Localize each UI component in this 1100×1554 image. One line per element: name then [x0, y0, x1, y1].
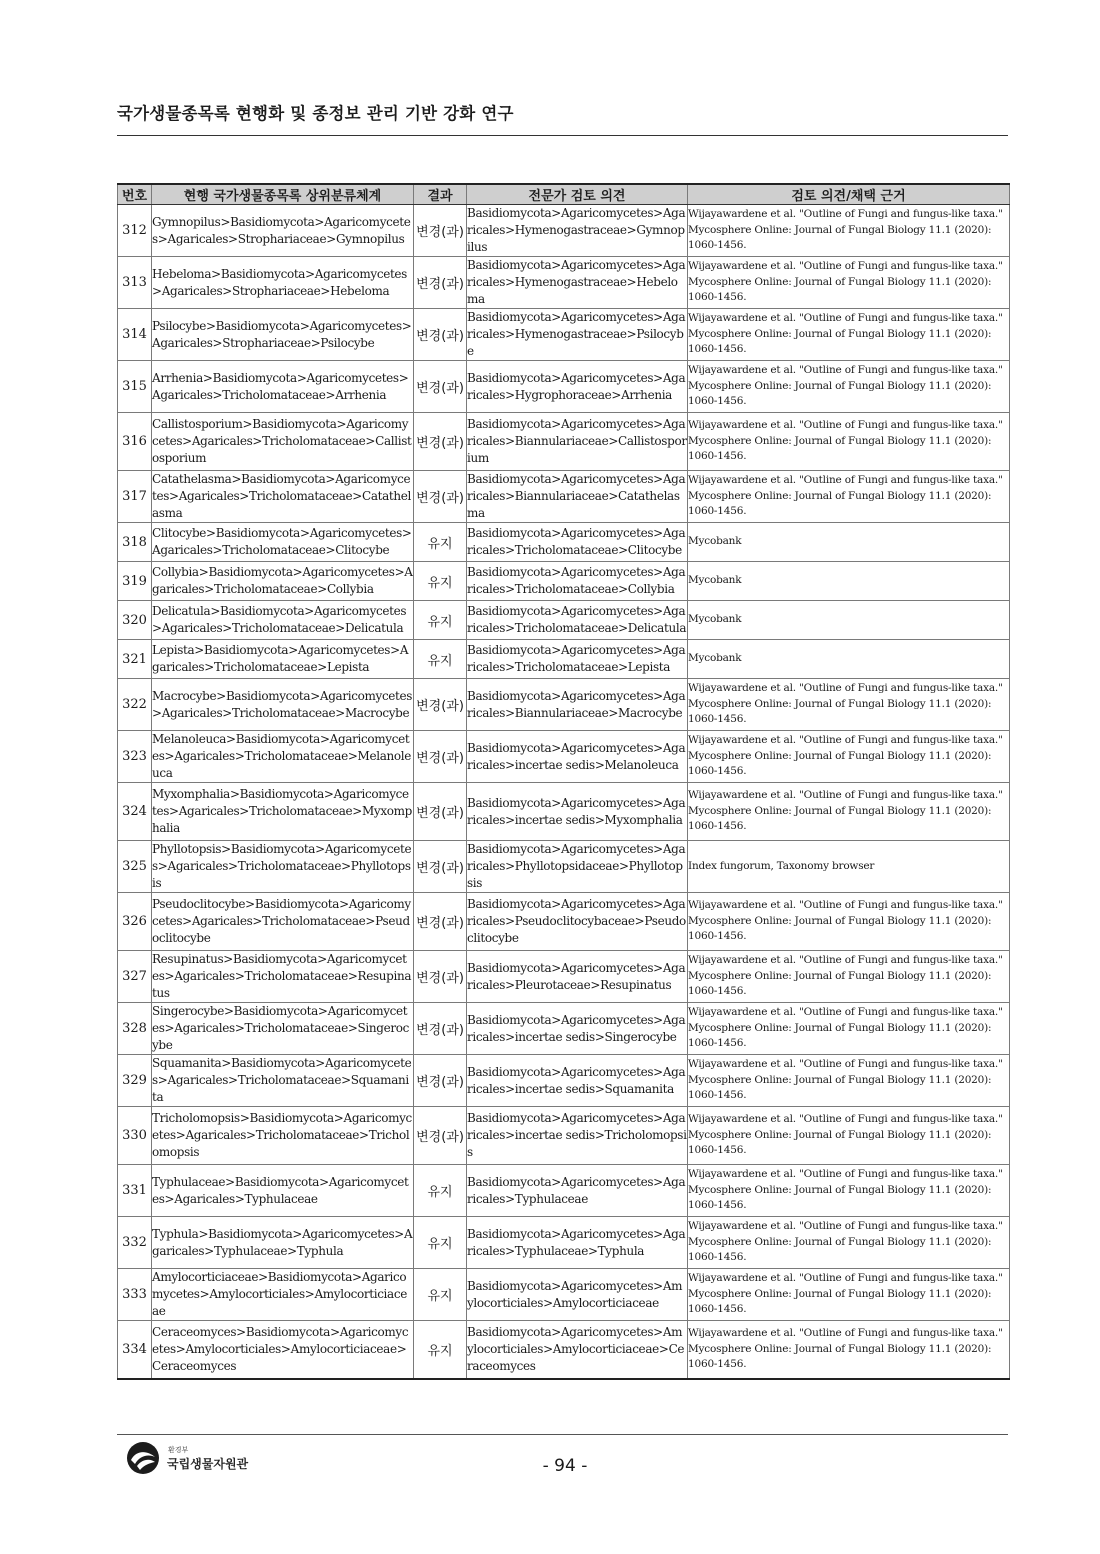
- review-result: 변경(과): [414, 783, 467, 841]
- table-row: [118, 640, 1010, 679]
- table-row: [118, 1217, 1010, 1269]
- review-result: 변경(과): [414, 361, 467, 413]
- current-classification: Delicatula>Basidiomycota>Agaricomycetes>Agaricales>Tricholomataceae>Delicatula: [152, 601, 414, 640]
- review-basis: Wijayawardene et al. "Outline of Fungi and fungus-like taxa." Mycosphere Online: Journal of Fungal Biology 11.1 (2020): 1060-1456.: [688, 1217, 1010, 1269]
- expert-opinion: Basidiomycota>Agaricomycetes>Agaricales>Tricholomataceae>Clitocybe: [467, 523, 688, 562]
- current-classification: Typhula>Basidiomycota>Agaricomycetes>Agaricales>Typhulaceae>Typhula: [152, 1217, 414, 1269]
- review-result: 유지: [414, 640, 467, 679]
- current-classification: Melanoleuca>Basidiomycota>Agaricomycetes>Agaricales>Tricholomataceae>Melanoleuca: [152, 731, 414, 783]
- expert-opinion: Basidiomycota>Agaricomycetes>Agaricales>Tricholomataceae>Delicatula: [467, 601, 688, 640]
- review-result: 변경(과): [414, 257, 467, 309]
- current-classification: Macrocybe>Basidiomycota>Agaricomycetes>Agaricales>Tricholomataceae>Macrocybe: [152, 679, 414, 731]
- review-result: 변경(과): [414, 205, 467, 257]
- review-basis: Wijayawardene et al. "Outline of Fungi and fungus-like taxa." Mycosphere Online: Journal of Fungal Biology 11.1 (2020): 1060-1456.: [688, 1003, 1010, 1055]
- current-classification: Catathelasma>Basidiomycota>Agaricomycetes>Agaricales>Tricholomataceae>Catathelasma: [152, 471, 414, 523]
- current-classification: Phyllotopsis>Basidiomycota>Agaricomycetes>Agaricales>Tricholomataceae>Phyllotopsis: [152, 841, 414, 893]
- table-row: [118, 841, 1010, 893]
- expert-opinion: Basidiomycota>Agaricomycetes>Agaricales>incertae sedis>Tricholomopsis: [467, 1107, 688, 1165]
- expert-opinion: Basidiomycota>Agaricomycetes>Agaricales>Pseudoclitocybaceae>Pseudoclitocybe: [467, 893, 688, 951]
- row-number: 320: [118, 601, 152, 640]
- row-number: 312: [118, 205, 152, 257]
- review-result: 유지: [414, 601, 467, 640]
- expert-opinion: Basidiomycota>Agaricomycetes>Agaricales>Pleurotaceae>Resupinatus: [467, 951, 688, 1003]
- review-basis: Wijayawardene et al. "Outline of Fungi and fungus-like taxa." Mycosphere Online: Journal of Fungal Biology 11.1 (2020): 1060-1456.: [688, 893, 1010, 951]
- review-basis: Wijayawardene et al. "Outline of Fungi and fungus-like taxa." Mycosphere Online: Journal of Fungal Biology 11.1 (2020): 1060-1456.: [688, 309, 1010, 361]
- review-basis: Wijayawardene et al. "Outline of Fungi and fungus-like taxa." Mycosphere Online: Journal of Fungal Biology 11.1 (2020): 1060-1456.: [688, 1165, 1010, 1217]
- row-number: 316: [118, 413, 152, 471]
- column-header-current-classification: 현행 국가생물종목록 상위분류체계: [152, 184, 414, 205]
- row-number: 326: [118, 893, 152, 951]
- expert-opinion: Basidiomycota>Agaricomycetes>Amylocorticiales>Amylocorticiaceae: [467, 1269, 688, 1321]
- table-row: [118, 1003, 1010, 1055]
- row-number: 330: [118, 1107, 152, 1165]
- table-row: [118, 523, 1010, 562]
- row-number: 331: [118, 1165, 152, 1217]
- current-classification: Myxomphalia>Basidiomycota>Agaricomycetes>Agaricales>Tricholomataceae>Myxomphalia: [152, 783, 414, 841]
- table-row: [118, 731, 1010, 783]
- table-row: [118, 1321, 1010, 1379]
- expert-opinion: Basidiomycota>Agaricomycetes>Agaricales>incertae sedis>Squamanita: [467, 1055, 688, 1107]
- review-result: 변경(과): [414, 841, 467, 893]
- row-number: 314: [118, 309, 152, 361]
- review-result: 변경(과): [414, 309, 467, 361]
- table-body: [118, 205, 1010, 1379]
- review-result: 변경(과): [414, 1055, 467, 1107]
- column-header-number: 번호: [118, 184, 152, 205]
- current-classification: Collybia>Basidiomycota>Agaricomycetes>Agaricales>Tricholomataceae>Collybia: [152, 562, 414, 601]
- review-result: 유지: [414, 1321, 467, 1379]
- review-result: 유지: [414, 1165, 467, 1217]
- taxonomy-review-table: [117, 183, 1010, 1380]
- review-basis: Wijayawardene et al. "Outline of Fungi and fungus-like taxa." Mycosphere Online: Journal of Fungal Biology 11.1 (2020): 1060-1456.: [688, 783, 1010, 841]
- review-result: 유지: [414, 523, 467, 562]
- expert-opinion: Basidiomycota>Agaricomycetes>Agaricales>incertae sedis>Myxomphalia: [467, 783, 688, 841]
- expert-opinion: Basidiomycota>Agaricomycetes>Agaricales>Typhulaceae>Typhula: [467, 1217, 688, 1269]
- current-classification: Squamanita>Basidiomycota>Agaricomycetes>Agaricales>Tricholomataceae>Squamanita: [152, 1055, 414, 1107]
- review-result: 변경(과): [414, 471, 467, 523]
- table-row: [118, 1165, 1010, 1217]
- table-row: [118, 893, 1010, 951]
- expert-opinion: Basidiomycota>Agaricomycetes>Agaricales>Biannulariaceae>Catathelasma: [467, 471, 688, 523]
- review-result: 변경(과): [414, 413, 467, 471]
- column-header-expert-opinion: 전문가 검토 의견: [467, 184, 688, 205]
- current-classification: Clitocybe>Basidiomycota>Agaricomycetes>Agaricales>Tricholomataceae>Clitocybe: [152, 523, 414, 562]
- table-row: [118, 471, 1010, 523]
- row-number: 333: [118, 1269, 152, 1321]
- review-basis: Wijayawardene et al. "Outline of Fungi and fungus-like taxa." Mycosphere Online: Journal of Fungal Biology 11.1 (2020): 1060-1456.: [688, 361, 1010, 413]
- current-classification: Pseudoclitocybe>Basidiomycota>Agaricomycetes>Agaricales>Tricholomataceae>Pseudoclitocybe: [152, 893, 414, 951]
- current-classification: Tricholomopsis>Basidiomycota>Agaricomycetes>Agaricales>Tricholomataceae>Tricholomopsis: [152, 1107, 414, 1165]
- expert-opinion: Basidiomycota>Agaricomycetes>Agaricales>incertae sedis>Melanoleuca: [467, 731, 688, 783]
- review-basis: Wijayawardene et al. "Outline of Fungi and fungus-like taxa." Mycosphere Online: Journal of Fungal Biology 11.1 (2020): 1060-1456.: [688, 951, 1010, 1003]
- current-classification: Lepista>Basidiomycota>Agaricomycetes>Agaricales>Tricholomataceae>Lepista: [152, 640, 414, 679]
- current-classification: Ceraceomyces>Basidiomycota>Agaricomycetes>Amylocorticiales>Amylocorticiaceae>Ceraceomyces: [152, 1321, 414, 1379]
- review-basis: Mycobank: [688, 601, 1010, 640]
- page-header-title: 국가생물종목록 현행화 및 종정보 관리 기반 강화 연구: [117, 104, 514, 123]
- table-row: [118, 1055, 1010, 1107]
- column-header-result: 결과: [414, 184, 467, 205]
- row-number: 324: [118, 783, 152, 841]
- ministry-label: 환경부: [168, 1446, 189, 1454]
- header-divider: [117, 135, 1008, 136]
- review-result: 변경(과): [414, 893, 467, 951]
- row-number: 328: [118, 1003, 152, 1055]
- current-classification: Hebeloma>Basidiomycota>Agaricomycetes>Agaricales>Strophariaceae>Hebeloma: [152, 257, 414, 309]
- footer-divider: [117, 1434, 1008, 1435]
- table-row: [118, 601, 1010, 640]
- row-number: 318: [118, 523, 152, 562]
- expert-opinion: Basidiomycota>Agaricomycetes>Agaricales>Hymenogastraceae>Gymnopilus: [467, 205, 688, 257]
- expert-opinion: Basidiomycota>Agaricomycetes>Agaricales>Tricholomataceae>Lepista: [467, 640, 688, 679]
- review-basis: Mycobank: [688, 562, 1010, 601]
- table-row: [118, 679, 1010, 731]
- expert-opinion: Basidiomycota>Agaricomycetes>Agaricales>Biannulariaceae>Callistosporium: [467, 413, 688, 471]
- row-number: 321: [118, 640, 152, 679]
- expert-opinion: Basidiomycota>Agaricomycetes>Agaricales>Biannulariaceae>Macrocybe: [467, 679, 688, 731]
- review-result: 변경(과): [414, 679, 467, 731]
- row-number: 319: [118, 562, 152, 601]
- review-result: 유지: [414, 1217, 467, 1269]
- review-result: 유지: [414, 1269, 467, 1321]
- row-number: 322: [118, 679, 152, 731]
- current-classification: Psilocybe>Basidiomycota>Agaricomycetes>Agaricales>Strophariaceae>Psilocybe: [152, 309, 414, 361]
- review-basis: Wijayawardene et al. "Outline of Fungi and fungus-like taxa." Mycosphere Online: Journal of Fungal Biology 11.1 (2020): 1060-1456.: [688, 1107, 1010, 1165]
- expert-opinion: Basidiomycota>Agaricomycetes>Agaricales>Hygrophoraceae>Arrhenia: [467, 361, 688, 413]
- row-number: 313: [118, 257, 152, 309]
- review-result: 변경(과): [414, 1003, 467, 1055]
- table-row: [118, 1269, 1010, 1321]
- review-basis: Wijayawardene et al. "Outline of Fungi and fungus-like taxa." Mycosphere Online: Journal of Fungal Biology 11.1 (2020): 1060-1456.: [688, 679, 1010, 731]
- table-row: [118, 361, 1010, 413]
- table-row: [118, 257, 1010, 309]
- table-row: [118, 951, 1010, 1003]
- table-row: [118, 205, 1010, 257]
- current-classification: Amylocorticiaceae>Basidiomycota>Agaricomycetes>Amylocorticiales>Amylocorticiaceae: [152, 1269, 414, 1321]
- review-basis: Wijayawardene et al. "Outline of Fungi and fungus-like taxa." Mycosphere Online: Journal of Fungal Biology 11.1 (2020): 1060-1456.: [688, 731, 1010, 783]
- nibr-logo-icon: [125, 1440, 161, 1476]
- review-basis: Mycobank: [688, 523, 1010, 562]
- organization-name: 국립생물자원관: [167, 1457, 249, 1471]
- expert-opinion: Basidiomycota>Agaricomycetes>Agaricales>Hymenogastraceae>Hebeloma: [467, 257, 688, 309]
- row-number: 323: [118, 731, 152, 783]
- current-classification: Singerocybe>Basidiomycota>Agaricomycetes>Agaricales>Tricholomataceae>Singerocybe: [152, 1003, 414, 1055]
- review-result: 변경(과): [414, 731, 467, 783]
- current-classification: Typhulaceae>Basidiomycota>Agaricomycetes>Agaricales>Typhulaceae: [152, 1165, 414, 1217]
- current-classification: Arrhenia>Basidiomycota>Agaricomycetes>Agaricales>Tricholomataceae>Arrhenia: [152, 361, 414, 413]
- review-basis: Wijayawardene et al. "Outline of Fungi and fungus-like taxa." Mycosphere Online: Journal of Fungal Biology 11.1 (2020): 1060-1456.: [688, 1055, 1010, 1107]
- review-result: 변경(과): [414, 1107, 467, 1165]
- expert-opinion: Basidiomycota>Agaricomycetes>Agaricales>Hymenogastraceae>Psilocybe: [467, 309, 688, 361]
- table-row: [118, 309, 1010, 361]
- expert-opinion: Basidiomycota>Agaricomycetes>Agaricales>Tricholomataceae>Collybia: [467, 562, 688, 601]
- table-row: [118, 783, 1010, 841]
- review-basis: Wijayawardene et al. "Outline of Fungi and fungus-like taxa." Mycosphere Online: Journal of Fungal Biology 11.1 (2020): 1060-1456.: [688, 257, 1010, 309]
- row-number: 332: [118, 1217, 152, 1269]
- review-basis: Wijayawardene et al. "Outline of Fungi and fungus-like taxa." Mycosphere Online: Journal of Fungal Biology 11.1 (2020): 1060-1456.: [688, 1269, 1010, 1321]
- review-result: 유지: [414, 562, 467, 601]
- row-number: 317: [118, 471, 152, 523]
- expert-opinion: Basidiomycota>Agaricomycetes>Amylocorticiales>Amylocorticiaceae>Ceraceomyces: [467, 1321, 688, 1379]
- review-basis: Wijayawardene et al. "Outline of Fungi and fungus-like taxa." Mycosphere Online: Journal of Fungal Biology 11.1 (2020): 1060-1456.: [688, 413, 1010, 471]
- row-number: 334: [118, 1321, 152, 1379]
- current-classification: Gymnopilus>Basidiomycota>Agaricomycetes>Agaricales>Strophariaceae>Gymnopilus: [152, 205, 414, 257]
- current-classification: Resupinatus>Basidiomycota>Agaricomycetes>Agaricales>Tricholomataceae>Resupinatus: [152, 951, 414, 1003]
- row-number: 325: [118, 841, 152, 893]
- review-basis: Wijayawardene et al. "Outline of Fungi and fungus-like taxa." Mycosphere Online: Journal of Fungal Biology 11.1 (2020): 1060-1456.: [688, 471, 1010, 523]
- table-header-row: [118, 184, 1010, 205]
- row-number: 329: [118, 1055, 152, 1107]
- review-result: 변경(과): [414, 951, 467, 1003]
- review-basis: Wijayawardene et al. "Outline of Fungi and fungus-like taxa." Mycosphere Online: Journal of Fungal Biology 11.1 (2020): 1060-1456.: [688, 205, 1010, 257]
- current-classification: Callistosporium>Basidiomycota>Agaricomycetes>Agaricales>Tricholomataceae>Callistosporium: [152, 413, 414, 471]
- expert-opinion: Basidiomycota>Agaricomycetes>Agaricales>incertae sedis>Singerocybe: [467, 1003, 688, 1055]
- table-row: [118, 413, 1010, 471]
- expert-opinion: Basidiomycota>Agaricomycetes>Agaricales>Typhulaceae: [467, 1165, 688, 1217]
- page-number: - 94 -: [542, 1456, 588, 1476]
- column-header-review-basis: 검토 의견/채택 근거: [688, 184, 1010, 205]
- review-basis: Index fungorum, Taxonomy browser: [688, 841, 1010, 893]
- row-number: 315: [118, 361, 152, 413]
- row-number: 327: [118, 951, 152, 1003]
- table-row: [118, 562, 1010, 601]
- review-basis: Wijayawardene et al. "Outline of Fungi and fungus-like taxa." Mycosphere Online: Journal of Fungal Biology 11.1 (2020): 1060-1456.: [688, 1321, 1010, 1379]
- review-basis: Mycobank: [688, 640, 1010, 679]
- table-row: [118, 1107, 1010, 1165]
- expert-opinion: Basidiomycota>Agaricomycetes>Agaricales>Phyllotopsidaceae>Phyllotopsis: [467, 841, 688, 893]
